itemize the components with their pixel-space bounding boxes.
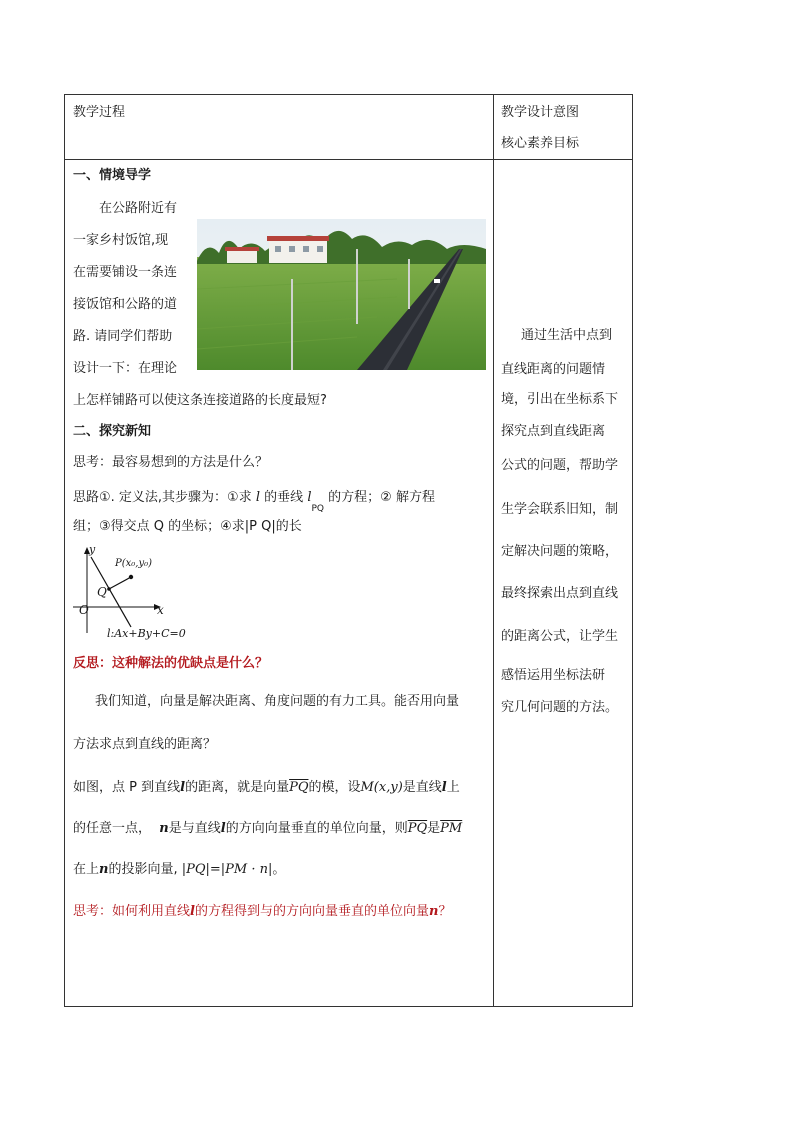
idea-text-c: 的方程；② 解方程: [328, 490, 435, 505]
fig-text-c: 的模，设: [308, 780, 361, 795]
proj-text-a: 在上: [73, 862, 100, 877]
x-axis-label: x: [157, 603, 164, 617]
vector-intro-line-1: 我们知道，向量是解决距离、角度问题的有力工具。能否用向量: [95, 694, 460, 709]
lesson-table: [64, 94, 633, 1007]
think-question-1: 思考：最容易想到的方法是什么？: [73, 455, 269, 470]
story-line-1: 在公路附近有: [99, 201, 178, 216]
any-vector-pq: $\overline{PQ}$: [407, 821, 428, 836]
story-line-last: 上怎样铺路可以使这条连接道路的长度最短?: [73, 393, 327, 408]
idea-line-2: 组；③得交点 Q 的坐标；④求|P Q|的长: [73, 519, 302, 534]
header-core-goal: 核心素养目标: [501, 136, 580, 151]
intent-line-6: 生学会联系旧知，制: [501, 502, 619, 517]
fig-vector-pq: $\overline{PQ}$: [289, 780, 309, 795]
intent-line-5: 公式的问题，帮助学: [501, 458, 619, 473]
y-axis-label: y: [89, 543, 96, 556]
point-p-label: P(x₀,y₀): [115, 558, 153, 569]
road-restaurant-photo: [197, 219, 486, 370]
column-divider: [493, 95, 494, 1006]
think2-text-a: 思考：如何利用直线: [73, 904, 191, 919]
any-text-b: 是与直线: [168, 821, 221, 836]
projection-line: [73, 861, 285, 879]
vector-intro-line-2: 方法求点到直线的距离？: [73, 737, 217, 752]
fig-text-e: 上: [446, 780, 460, 795]
idea-symbol-l2: l: [307, 490, 312, 505]
header-divider: [65, 159, 632, 160]
any-vector-pm: $\overline{PM}$: [440, 821, 463, 836]
story-line-6: 设计一下：在理论: [73, 361, 178, 376]
any-symbol-l: l: [220, 821, 226, 836]
intent-line-10: 感悟运用坐标法研: [501, 668, 606, 683]
idea-text-a: 思路①. 定义法,其步骤为：①求: [73, 490, 252, 505]
point-q-label: Q: [97, 585, 107, 599]
intent-line-2: 直线距离的问题情: [501, 362, 606, 377]
think2-text-c: ？: [438, 904, 452, 919]
fig-text-d: 是直线: [402, 780, 442, 795]
intent-line-1: 通过生活中点到: [521, 328, 613, 343]
fig-symbol-l2: l: [441, 780, 447, 795]
proj-end: 。: [272, 862, 286, 877]
proj-symbol-n: n: [99, 862, 109, 877]
story-line-3: 在需要铺设一条连: [73, 265, 178, 280]
origin-label: O: [79, 603, 89, 617]
header-process: 教学过程: [73, 105, 126, 120]
intent-line-7: 定解决问题的策略，: [501, 544, 619, 559]
think2-symbol-l: l: [190, 904, 195, 919]
any-text-a: 的任意一点，: [73, 821, 152, 836]
idea-text-b: 的垂线: [264, 490, 304, 505]
reflect-question: 反思：这种解法的优缺点是什么？: [73, 656, 269, 671]
fig-point-m: M(x,y): [360, 780, 403, 795]
think2-text-b: 的方程得到与的方向向量垂直的单位向量: [194, 904, 429, 919]
line-equation-label: l:Ax+By+C=0: [107, 627, 186, 640]
any-point-line: [73, 820, 462, 838]
intent-line-4: 探究点到直线距离: [501, 424, 606, 439]
figure-explain-line: [73, 779, 460, 797]
point-line-diagram: [69, 545, 189, 645]
proj-text-b: 的投影向量,: [108, 862, 178, 877]
fig-symbol-l: l: [180, 780, 186, 795]
projection-formula: |PQ|=|PM · n|: [181, 862, 273, 877]
any-text-d: 是: [427, 821, 441, 836]
think-question-2: [73, 903, 451, 921]
fig-text-a: 如图，点 P 到直线: [73, 780, 181, 795]
intent-line-8: 最终探索出点到直线: [501, 586, 619, 601]
story-line-2: 一家乡村饭馆,现: [73, 233, 169, 248]
story-line-4: 接饭馆和公路的道: [73, 297, 178, 312]
any-symbol-n: n: [159, 821, 169, 836]
story-line-5: 路. 请同学们帮助: [73, 329, 173, 344]
header-design-intent: 教学设计意图: [501, 105, 580, 120]
think2-symbol-n: n: [428, 904, 439, 919]
section-title-situation: 一、情境导学: [73, 168, 152, 183]
idea-symbol-l: l: [255, 490, 261, 505]
section-title-explore: 二、探究新知: [73, 424, 152, 439]
intent-line-3: 境，引出在坐标系下: [501, 392, 619, 407]
intent-line-11: 究几何问题的方法。: [501, 700, 619, 715]
idea-subscript-pq: PQ: [311, 503, 325, 514]
any-text-c: 的方向向量垂直的单位向量，则: [225, 821, 408, 836]
intent-line-9: 的距离公式，让学生: [501, 629, 619, 644]
idea-line-1: [73, 489, 435, 512]
fig-text-b: 的距离，就是向量: [185, 780, 290, 795]
